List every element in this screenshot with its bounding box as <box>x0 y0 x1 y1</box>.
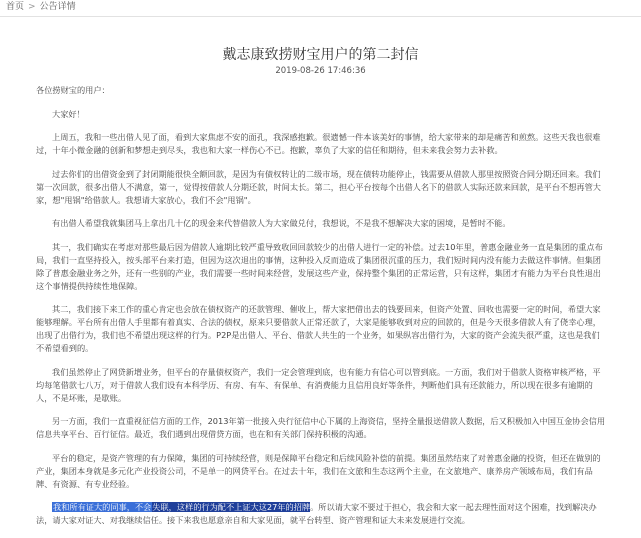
text-selection: 我和所有证大的同事，不会 <box>53 502 152 512</box>
paragraph-text: 。所以请大家不要过于担心，我会和大家一起去理性面对这个困难，找到解决办法，请大家对证大、对我继续信任。接下来我也愿意亲自和大家见面，就平台转型、资产管理和证大未来发展进行交流。 <box>36 502 597 525</box>
paragraph: 另一方面，我们一直重视征信方面的工作，2013年第一批接入央行征信中心下属的上海资信，坚持全量报送借款人数据，后又积极加入中国互金协会信用信息共享平台、百行征信。最近，我们遇到出现借贷方面，也在和有关部门保持积极的沟通。 <box>36 416 606 439</box>
article-body <box>36 84 606 538</box>
paragraph: 过去你们的出借资金到了封闭期能很快全额回款，是因为有债权转让的二级市场，现在债转功能停止，钱需要从借款人那里按照资合同分期还回来。我们第一次回款，很多出借人不满意，第一，觉得按借款人分期还款，时间太长。第二，担心平台按每个出借人名下的借款人实际还款来回款，是平台不想再管大家，想"甩锅"给借款人。我想请大家放心，我们不会"甩锅"。 <box>36 168 601 205</box>
breadcrumb-separator: > <box>28 2 36 12</box>
paragraph: 其一，我们确实在考虑对那些最后因为借款人逾期比较严重导致收回回款较少的出借人进行一定的补偿。过去10年里，普惠金融业务一直是集团的重点布局，我们一直坚持投入，按头部平台来打造，但因为这次退出的事情，这种投入反而造成了集团很沉重的压力，我们短时间内没有能力去做这件事情。但集团除了普惠金融业务之外，还有一些别的产业，我们需要一些时间来经营，发展这些产业，保持整个集团的正常运营，只有这样，集团才有能力为平台良性退出这个事情提供持续性地保障。 <box>36 241 603 291</box>
paragraph: 上周五，我和一些出借人见了面，看到大家焦虑不安的面孔，我深感抱歉。很遗憾一件本该美好的事情，给大家带来的却是痛苦和煎熬。这些天我也很难过，十年小微金融的创新和梦想走到尽头，我也和大家一样伤心不已。抱歉，辜负了大家的信任和期待，但未来我会努力去补救。 <box>36 132 601 155</box>
breadcrumb <box>6 0 76 12</box>
paragraph-highlighted <box>36 501 606 527</box>
paragraph: 我们虽然停止了网贷新增业务，但平台的存量债权资产，我们一定会管理到底，也有能力有信心可以管到底。一方面，我们对于借款人资格审核严格，平均每笔借款七八万，对于借款人我们设有本科学历、有房、有车、有保单、有消费能力且信用良好等条件，判断他们具有还款能力，所以现在很多有逾期的人，不是坏账，是歇账。 <box>36 366 601 403</box>
paragraph: 其二，我们接下来工作的重心肯定也会放在债权资产的还款管理、催收上，帮大家把借出去的钱要回来，但资产处置、回收也需要一定的时间，希望大家能够理解。平台所有出借人手里都有着真实、合法的债权，原来只要借款人正常还款了，大家是能够收到对应的回款的，但是今天很多借款人有了侥幸心理，出现了出借行为，我们也不希望出现这样的行为。P2P是出借人、平台、借款人共生的一个业务，如果纵容出借行为，大家的资产会流失很严重，这也是我们不希望看到的。 <box>36 304 601 353</box>
article-date: 2019-08-26 17:46:36 <box>275 66 366 76</box>
breadcrumb-home-link[interactable]: 首页 <box>6 2 25 12</box>
breadcrumb-bar <box>0 0 641 17</box>
article-title: 戴志康致捞财宝用户的第二封信 <box>222 47 419 63</box>
greeting: 大家好！ <box>52 108 85 119</box>
salutation: 各位捞财宝的用户： <box>36 85 110 95</box>
paragraph: 平台的稳定，是资产管理的有力保障，集团的可持续经营，则是保障平台稳定和后续风险补偿的前提。集团虽然结束了对普惠金融的投资，但还在做别的产业，集团本身就是多元化产业投资公司，不是单一的网贷平台。在过去十年，我们在文旅和生态这两个主业，在文旅地产、康养房产领域布局，我们有品牌、有资源、有专业经验。 <box>36 452 601 489</box>
text-selection: 失联，这样的行为配不上证大这27年的招牌 <box>152 502 311 512</box>
paragraph: 有出借人希望我就集团马上拿出几十亿的现金来代替借款人为大家做兑付，我想说，不是我不想解决大家的困境，是暂时不能。 <box>52 218 511 228</box>
breadcrumb-current: 公告详情 <box>39 2 76 12</box>
